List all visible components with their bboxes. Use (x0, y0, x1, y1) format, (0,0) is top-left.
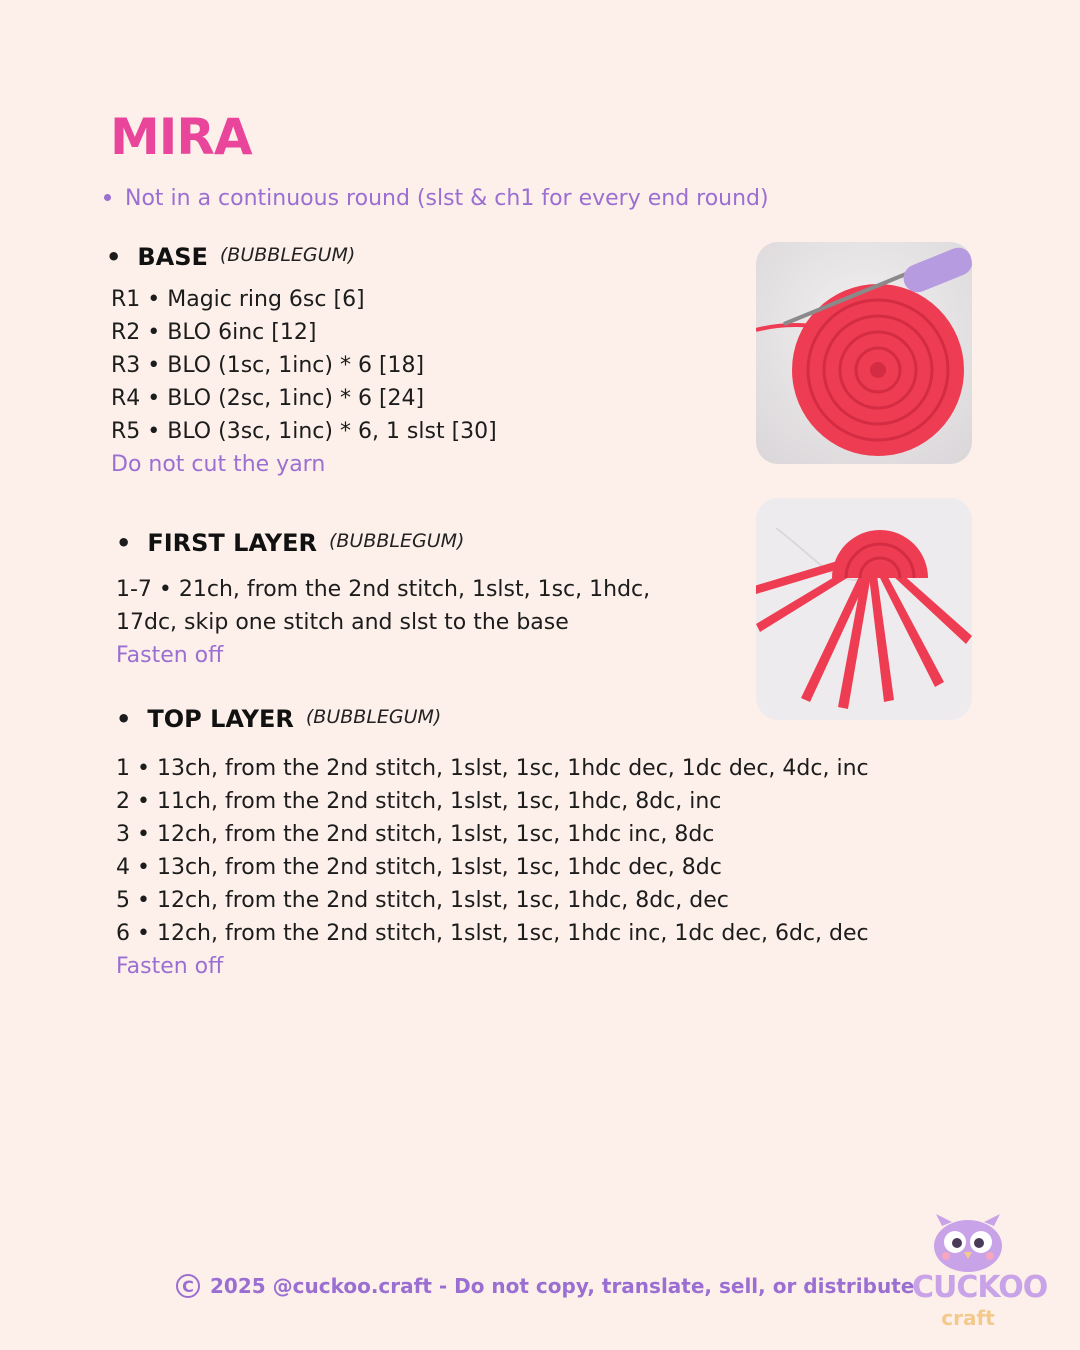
base-row-2: R2 • BLO 6inc [12] (111, 320, 317, 345)
first-layer-instructions (116, 573, 676, 672)
base-row-4: R4 • BLO (2sc, 1inc) * 6 [24] (111, 386, 425, 411)
base-row-3: R3 • BLO (1sc, 1inc) * 6 [18] (111, 353, 425, 378)
top-layer-row-5: 5 • 12ch, from the 2nd stitch, 1slst, 1sc, 1hdc, 8dc, dec (116, 888, 729, 913)
base-heading (106, 243, 355, 271)
base-note: Do not cut the yarn (111, 452, 326, 477)
bullet: • (116, 529, 132, 557)
top-layer-row-6: 6 • 12ch, from the 2nd stitch, 1slst, 1sc, 1hdc inc, 1dc dec, 6dc, dec (116, 921, 869, 946)
top-layer-title: TOP LAYER (147, 705, 294, 733)
top-layer-note: Fasten off (116, 954, 224, 979)
copyright-icon: C (176, 1274, 200, 1298)
logo-wordmark: CUCKOO (912, 1270, 1048, 1305)
first-layer-photo-image (756, 498, 972, 720)
first-layer-row-2: 17dc, skip one stitch and slst to the base (116, 610, 569, 635)
bullet-dot (104, 194, 111, 201)
owl-icon (912, 1212, 1024, 1272)
bullet: • (106, 243, 122, 271)
top-layer-row-2: 2 • 11ch, from the 2nd stitch, 1slst, 1sc, 1hdc, 8dc, inc (116, 789, 722, 814)
first-layer-note: Fasten off (116, 643, 224, 668)
base-photo (756, 242, 972, 464)
base-instructions (111, 283, 497, 481)
first-layer-heading (116, 529, 464, 557)
top-layer-row-4: 4 • 13ch, from the 2nd stitch, 1slst, 1sc, 1hdc dec, 8dc (116, 855, 722, 880)
top-layer-heading (116, 705, 441, 733)
top-layer-row-3: 3 • 12ch, from the 2nd stitch, 1slst, 1sc, 1hdc inc, 8dc (116, 822, 715, 847)
first-layer-photo (756, 498, 972, 720)
base-row-1: R1 • Magic ring 6sc [6] (111, 287, 365, 312)
first-layer-title: FIRST LAYER (147, 529, 317, 557)
base-row-5: R5 • BLO (3sc, 1inc) * 6, 1 slst [30] (111, 419, 497, 444)
top-layer-color: (BUBBLEGUM) (305, 706, 442, 728)
base-photo-image (756, 242, 972, 464)
first-layer-color: (BUBBLEGUM) (328, 530, 465, 552)
round-note (104, 186, 769, 211)
bullet: • (116, 705, 132, 733)
round-note-text: Not in a continuous round (slst & ch1 for every end round) (125, 186, 769, 211)
top-layer-instructions (116, 752, 869, 983)
copyright-footer (176, 1274, 922, 1298)
copyright-text: 2025 @cuckoo.craft - Do not copy, translate, sell, or distribute. (210, 1274, 922, 1298)
base-title: BASE (137, 243, 208, 271)
first-layer-row-1: 1-7 • 21ch, from the 2nd stitch, 1slst, 1sc, 1hdc, (116, 577, 651, 602)
base-color: (BUBBLEGUM) (219, 244, 356, 266)
logo-subtitle: craft (941, 1306, 995, 1330)
cuckoo-craft-logo (912, 1212, 1048, 1338)
top-layer-row-1: 1 • 13ch, from the 2nd stitch, 1slst, 1sc, 1hdc dec, 1dc dec, 4dc, inc (116, 756, 869, 781)
page-title: MIRA (110, 108, 252, 166)
